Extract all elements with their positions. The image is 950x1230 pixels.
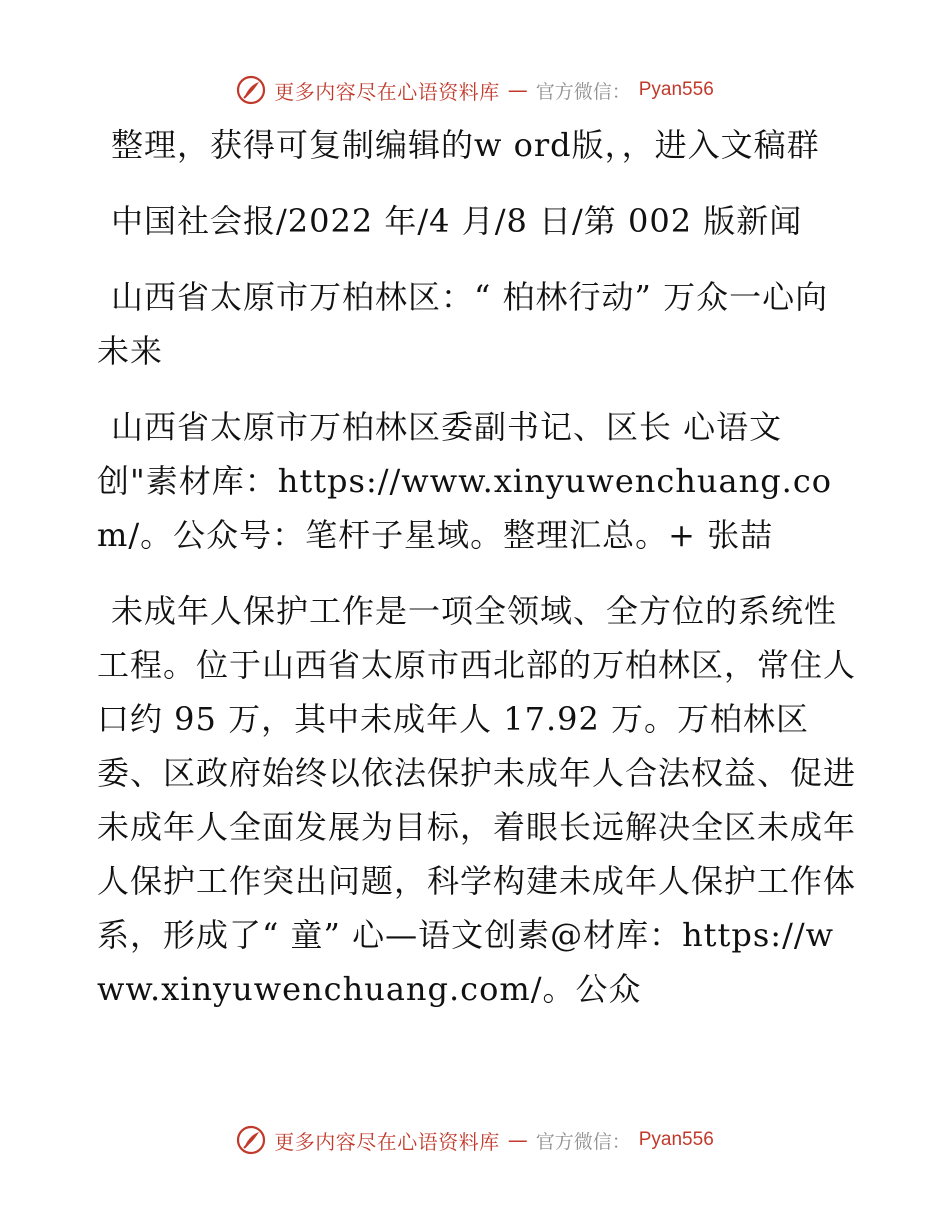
document-body xyxy=(97,118,857,1016)
quill-logo-icon xyxy=(236,1125,266,1155)
banner-wechat-label: 官方微信： xyxy=(535,1130,631,1153)
banner-text: 更多内容尽在心语资料库 xyxy=(274,1129,500,1154)
body-paragraph: 未成年人保护工作是一项全领域、全方位的系统性工程。位于山西省太原市西北部的万柏林区，常住人口约 95 万，其中未成年人 17.92 万。万柏林区委、区政府始终以依法保护未成年人合法权益、促进未成年人全面发展为目标，着眼长远解决全区未成年人保护工作突出问题，科学构建未成年人保护工作体系，形成了“ 童” 心—语文创素@材库：https://www.xinyuwenchuang.com/。公众 xyxy=(97,592,857,1008)
banner-text: 更多内容尽在心语资料库 xyxy=(274,79,500,104)
source-line: 中国社会报/2022 年/4 月/8 日/第 002 版新闻 xyxy=(111,202,803,240)
byline: 山西省太原市万柏林区委副书记、区长 心语文创"素材库：https://www.xinyuwenchuang.com/。公众号：笔杆子星域。整理汇总。+ 张喆 xyxy=(97,408,833,554)
banner-separator: — xyxy=(507,1128,528,1152)
intro-line: 整理，获得可复制编辑的w ord版，，进入文稿群 xyxy=(111,126,820,164)
header-banner xyxy=(0,70,950,110)
banner-wechat-id: Pyan556 xyxy=(638,1129,714,1150)
headline: 山西省太原市万柏林区：“ 柏林行动” 万众一心向未来 xyxy=(97,278,829,370)
banner-wechat-label: 官方微信： xyxy=(535,80,631,103)
quill-logo-icon xyxy=(236,75,266,105)
footer-banner xyxy=(0,1120,950,1160)
banner-separator: — xyxy=(507,78,528,102)
banner-wechat-id: Pyan556 xyxy=(638,79,714,100)
